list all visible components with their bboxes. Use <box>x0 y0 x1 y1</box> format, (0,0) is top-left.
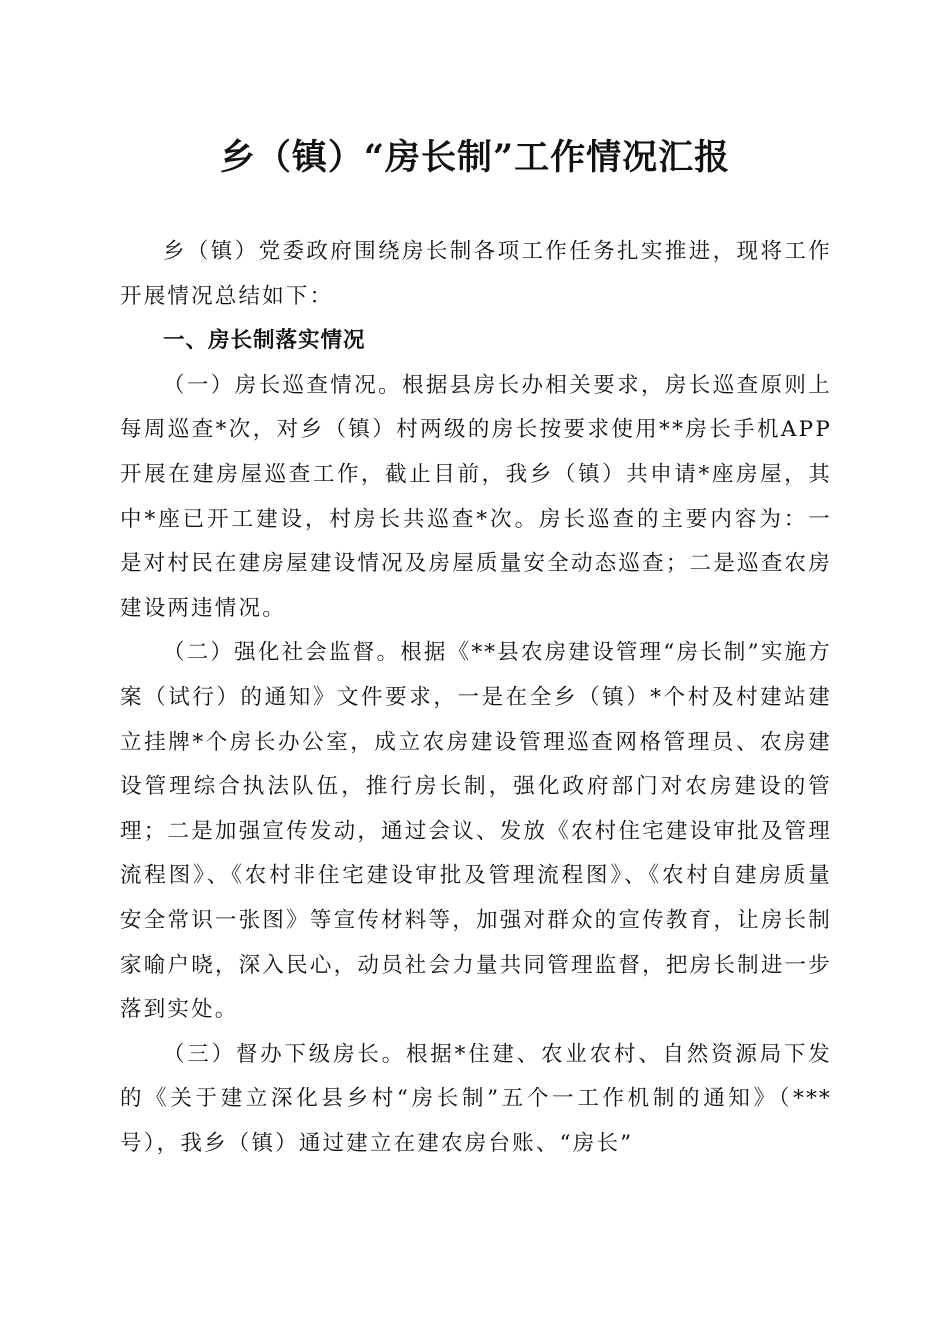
paragraph-patrol <box>120 364 832 632</box>
paragraph-supervision-text: 根据《**县农房建设管理“房长制”实施方案（试行）的通知》文件要求，一是在全乡（镇）*个村及村建站建立挂牌*个房长办公室，成立农房建设管理巡查网格管理员、农房建设管理综合执法队伍，推行房长制，强化政府部门对农房建设的管理；二是加强宣传发动，通过会议、发放《农村住宅建设审批及管理流程图》、《农村非住宅建设审批及管理流程图》、《农村自建房质量安全常识一张图》等宣传材料等，加强对群众的宣传教育，让房长制家喻户晓，深入民心，动员社会力量共同管理监督，把房长制进一步落到实处。 <box>120 640 832 1023</box>
subheading-patrol: （一）房长巡查情况。 <box>163 372 402 398</box>
section-heading: 一、房长制落实情况 <box>163 328 366 354</box>
paragraph-supervision <box>120 631 832 1032</box>
paragraph-oversight-text: 根据*住建、农业农村、自然资源局下发的《关于建立深化县乡村“房长制”五个一工作机制的通知》（***号），我乡（镇）通过建立在建农房台账、“房长” <box>120 1041 832 1156</box>
document-title: 乡（镇）“房长制”工作情况汇报 <box>219 137 731 178</box>
subheading-supervision: （二）强化社会监督。 <box>163 640 401 666</box>
document-body <box>120 230 832 1166</box>
paragraph-patrol-text: 根据县房长办相关要求，房长巡查原则上每周巡查*次，对乡（镇）村两级的房长按要求使用**房长手机APP开展在建房屋巡查工作，截止目前，我乡（镇）共申请*座房屋，其中*座已开工建设，村房长共巡查*次。房长巡查的主要内容为：一是对村民在建房屋建设情况及房屋质量安全动态巡查；二是巡查农房建设两违情况。 <box>120 372 832 621</box>
subheading-oversight: （三）督办下级房长。 <box>163 1041 406 1067</box>
intro-paragraph: 乡（镇）党委政府围绕房长制各项工作任务扎实推进，现将工作开展情况总结如下： <box>120 239 832 309</box>
paragraph-oversight <box>120 1033 832 1167</box>
